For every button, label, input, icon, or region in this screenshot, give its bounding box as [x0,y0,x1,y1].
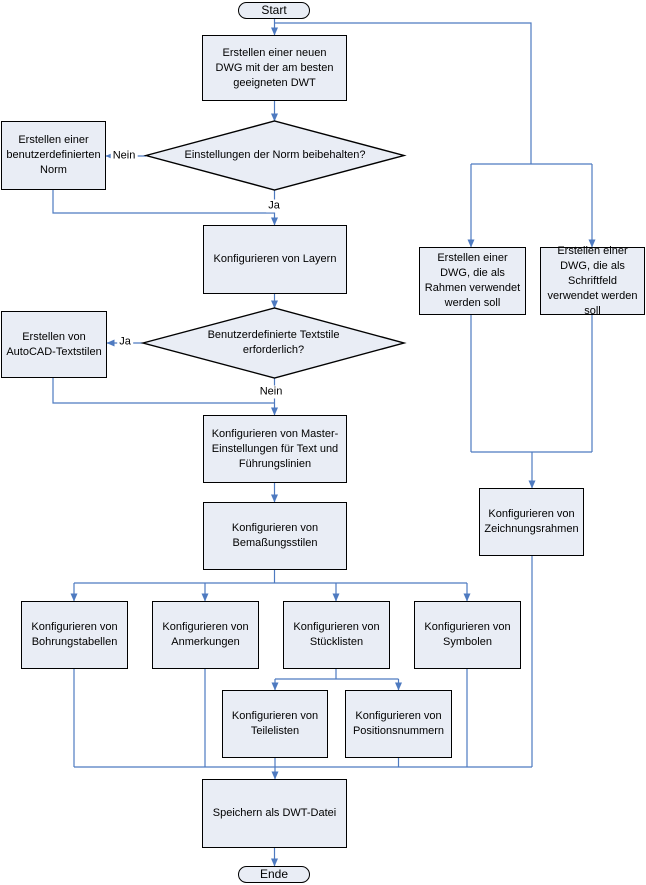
edge-custom-norm-merge [53,190,275,213]
node-end [238,866,310,883]
node-configure-symbols-label: Konfigurieren von Symbolen [424,621,511,648]
node-create-dwg-titleblock-label: Erstellen einer DWG, die als Schriftfeld verwendet werden soll [547,244,638,317]
node-configure-item-lists-label: Konfigurieren von Teilelisten [231,710,319,737]
node-decision-norm [146,121,404,190]
edge-label-textstyles-ja: Ja [119,335,131,348]
node-configure-dimension-styles [203,502,347,570]
node-create-dwg-frame-label: Erstellen einer DWG, die als Rahmen verwendet werden soll [424,252,521,309]
node-create-dwg-titleblock [540,244,645,317]
node-create-new-dwg [202,35,347,101]
node-decision-norm-label: Einstellungen der Norm beibehalten? [184,149,366,161]
node-create-custom-norm-label: Erstellen einer benutzerdefinierten Norm [6,134,101,176]
node-configure-master-settings-label: Konfigurieren von Master-Einstellungen für Text und Führungslinien [211,427,339,470]
node-create-textstyles-label: Erstellen von AutoCAD-Textstilen [6,330,102,358]
node-start-label: Start [261,3,287,17]
node-configure-parts-lists-label: Konfigurieren von Stücklisten [293,621,380,648]
node-configure-layers [203,225,347,294]
node-create-new-dwg-label: Erstellen einer neuen DWG mit der am besten geeigneten DWT [215,46,334,89]
node-configure-annotations [152,601,259,669]
node-save-dwt-label: Speichern als DWT-Datei [212,807,337,819]
node-configure-item-numbers-label: Konfigurieren von Positionsnummern [352,710,445,737]
node-configure-item-numbers [345,690,452,758]
node-configure-master-settings [203,415,347,483]
node-configure-symbols [414,601,521,669]
node-configure-hole-tables [21,601,128,669]
node-decision-textstyles-label: Benutzerdefinierte Textstile erforderlich? [207,329,340,356]
node-configure-layers-label: Konfigurieren von Layern [213,253,337,265]
node-start [238,2,310,19]
node-configure-annotations-label: Konfigurieren von Anmerkungen [162,621,249,648]
edge-textstyles-merge [53,378,275,403]
edge-label-norm-nein: Nein [112,149,136,162]
node-create-textstyles [1,311,107,378]
node-configure-hole-tables-label: Konfigurieren von Bohrungstabellen [31,621,118,648]
node-create-dwg-frame [419,247,526,315]
node-configure-drawing-frame-label: Konfigurieren von Zeichnungsrahmen [484,508,579,535]
node-configure-drawing-frame [479,488,584,556]
node-configure-parts-lists [283,601,390,669]
node-decision-textstyles [143,308,404,378]
node-configure-dimension-styles-label: Konfigurieren von Bemaßungsstilen [231,522,319,549]
node-create-custom-norm [1,121,106,190]
node-save-dwt [202,779,347,848]
node-end-label: Ende [259,867,289,881]
node-configure-item-lists [222,690,328,758]
edge-label-textstyles-nein: Nein [259,385,283,398]
edge-label-norm-ja: Ja [268,199,280,212]
